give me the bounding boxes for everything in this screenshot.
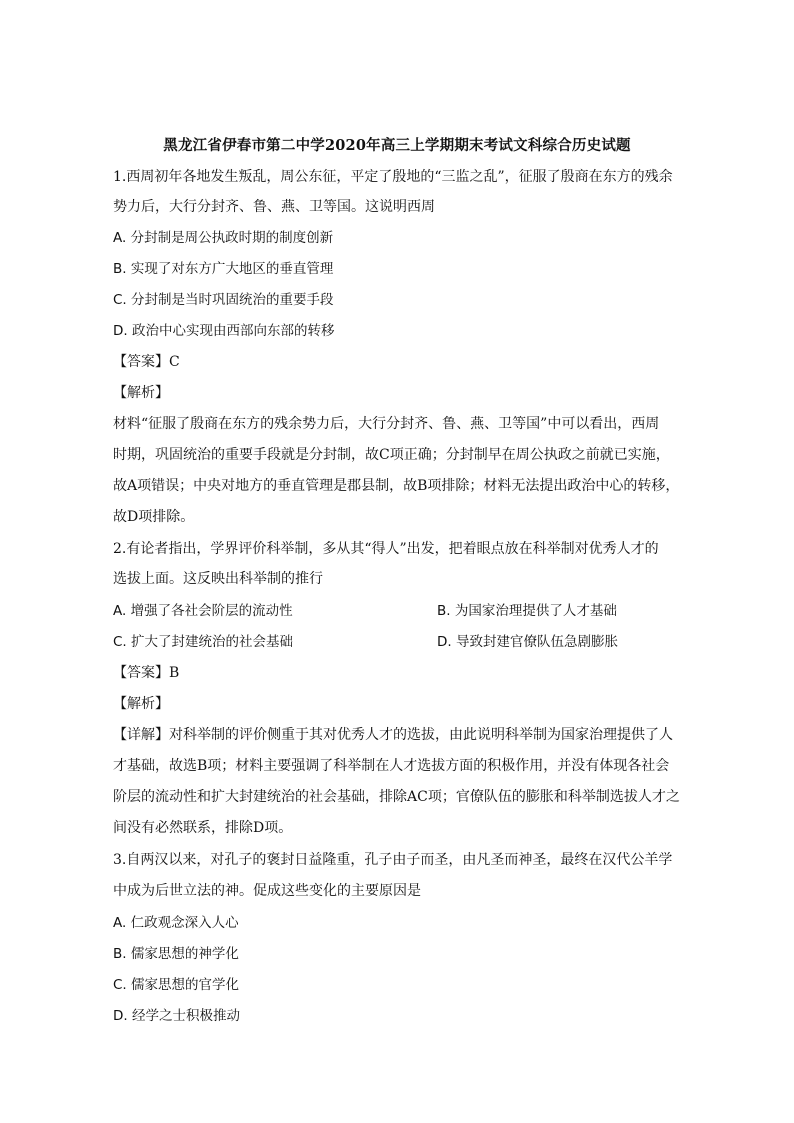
q3-option-b: B. 儒家思想的神学化 (113, 946, 239, 962)
q1-option-d: D. 政治中心实现由西部向东部的转移 (113, 323, 335, 339)
q1-analysis-line-3: 故A项错误；中央对地方的垂直管理是郡县制，故B项排除；材料无法提出政治中心的转移， (113, 478, 680, 494)
q2-option-c: C. 扩大了封建统治的社会基础 (113, 634, 294, 650)
q2-analysis-line-1: 【详解】对科举制的评价侧重于其对优秀人才的选拔，由此说明科举制为国家治理提供了人 (113, 727, 673, 743)
q1-analysis-label: 【解析】 (113, 385, 169, 401)
q1-analysis-line-4: 故D项排除。 (113, 509, 195, 525)
q3-option-c: C. 儒家思想的官学化 (113, 977, 240, 993)
q2-stem-line-1: 2.有论者指出，学界评价科举制，多从其“得人”出发，把着眼点放在科举制对优秀人才的 (113, 541, 659, 557)
q2-analysis-label: 【解析】 (113, 696, 169, 712)
q2-analysis-line-2: 才基础，故选B项；材料主要强调了科举制在人才选拔方面的积极作用，并没有体现各社会 (113, 758, 670, 774)
q2-analysis-line-3: 阶层的流动性和扩大封建统治的社会基础，排除AC项；官僚队伍的膨胀和科举制选拔人才之 (113, 789, 680, 805)
q2-option-b: B. 为国家治理提供了人才基础 (437, 603, 617, 619)
q1-stem-line-2: 势力后，大行分封齐、鲁、燕、卫等国。这说明西周 (113, 199, 435, 215)
q3-stem-line-2: 中成为后世立法的神。促成这些变化的主要原因是 (113, 883, 421, 899)
q1-option-a: A. 分封制是周公执政时期的制度创新 (113, 230, 334, 246)
q2-option-d: D. 导致封建官僚队伍急剧膨胀 (437, 634, 618, 650)
q3-option-a: A. 仁政观念深入人心 (113, 915, 239, 931)
page-title: 黑龙江省伊春市第二中学2020年高三上学期期末考试文科综合历史试题 (163, 137, 631, 154)
q2-analysis-line-4: 间没有必然联系，排除D项。 (113, 820, 293, 836)
q2-stem-line-2: 选拔上面。这反映出科举制的推行 (113, 571, 323, 587)
q1-analysis-line-1: 材料“征服了殷商在东方的残余势力后，大行分封齐、鲁、燕、卫等国”中可以看出，西周 (113, 416, 660, 432)
q1-option-c: C. 分封制是当时巩固统治的重要手段 (113, 292, 334, 308)
q2-option-a: A. 增强了各社会阶层的流动性 (113, 603, 293, 619)
q3-option-d: D. 经学之士积极推动 (113, 1008, 240, 1024)
q1-option-b: B. 实现了对东方广大地区的垂直管理 (113, 261, 334, 277)
q2-answer: 【答案】B (113, 665, 180, 681)
q1-analysis-line-2: 时期，巩固统治的重要手段就是分封制，故C项正确；分封制早在周公执政之前就已实施， (113, 447, 670, 463)
q1-answer: 【答案】C (113, 354, 180, 370)
q3-stem-line-1: 3.自两汉以来，对孔子的褒封日益隆重，孔子由子而圣，由凡圣而神圣，最终在汉代公羊学 (113, 852, 673, 868)
q1-stem-line-1: 1.西周初年各地发生叛乱，周公东征，平定了殷地的“三监之乱”，征服了殷商在东方的残余 (113, 169, 673, 185)
